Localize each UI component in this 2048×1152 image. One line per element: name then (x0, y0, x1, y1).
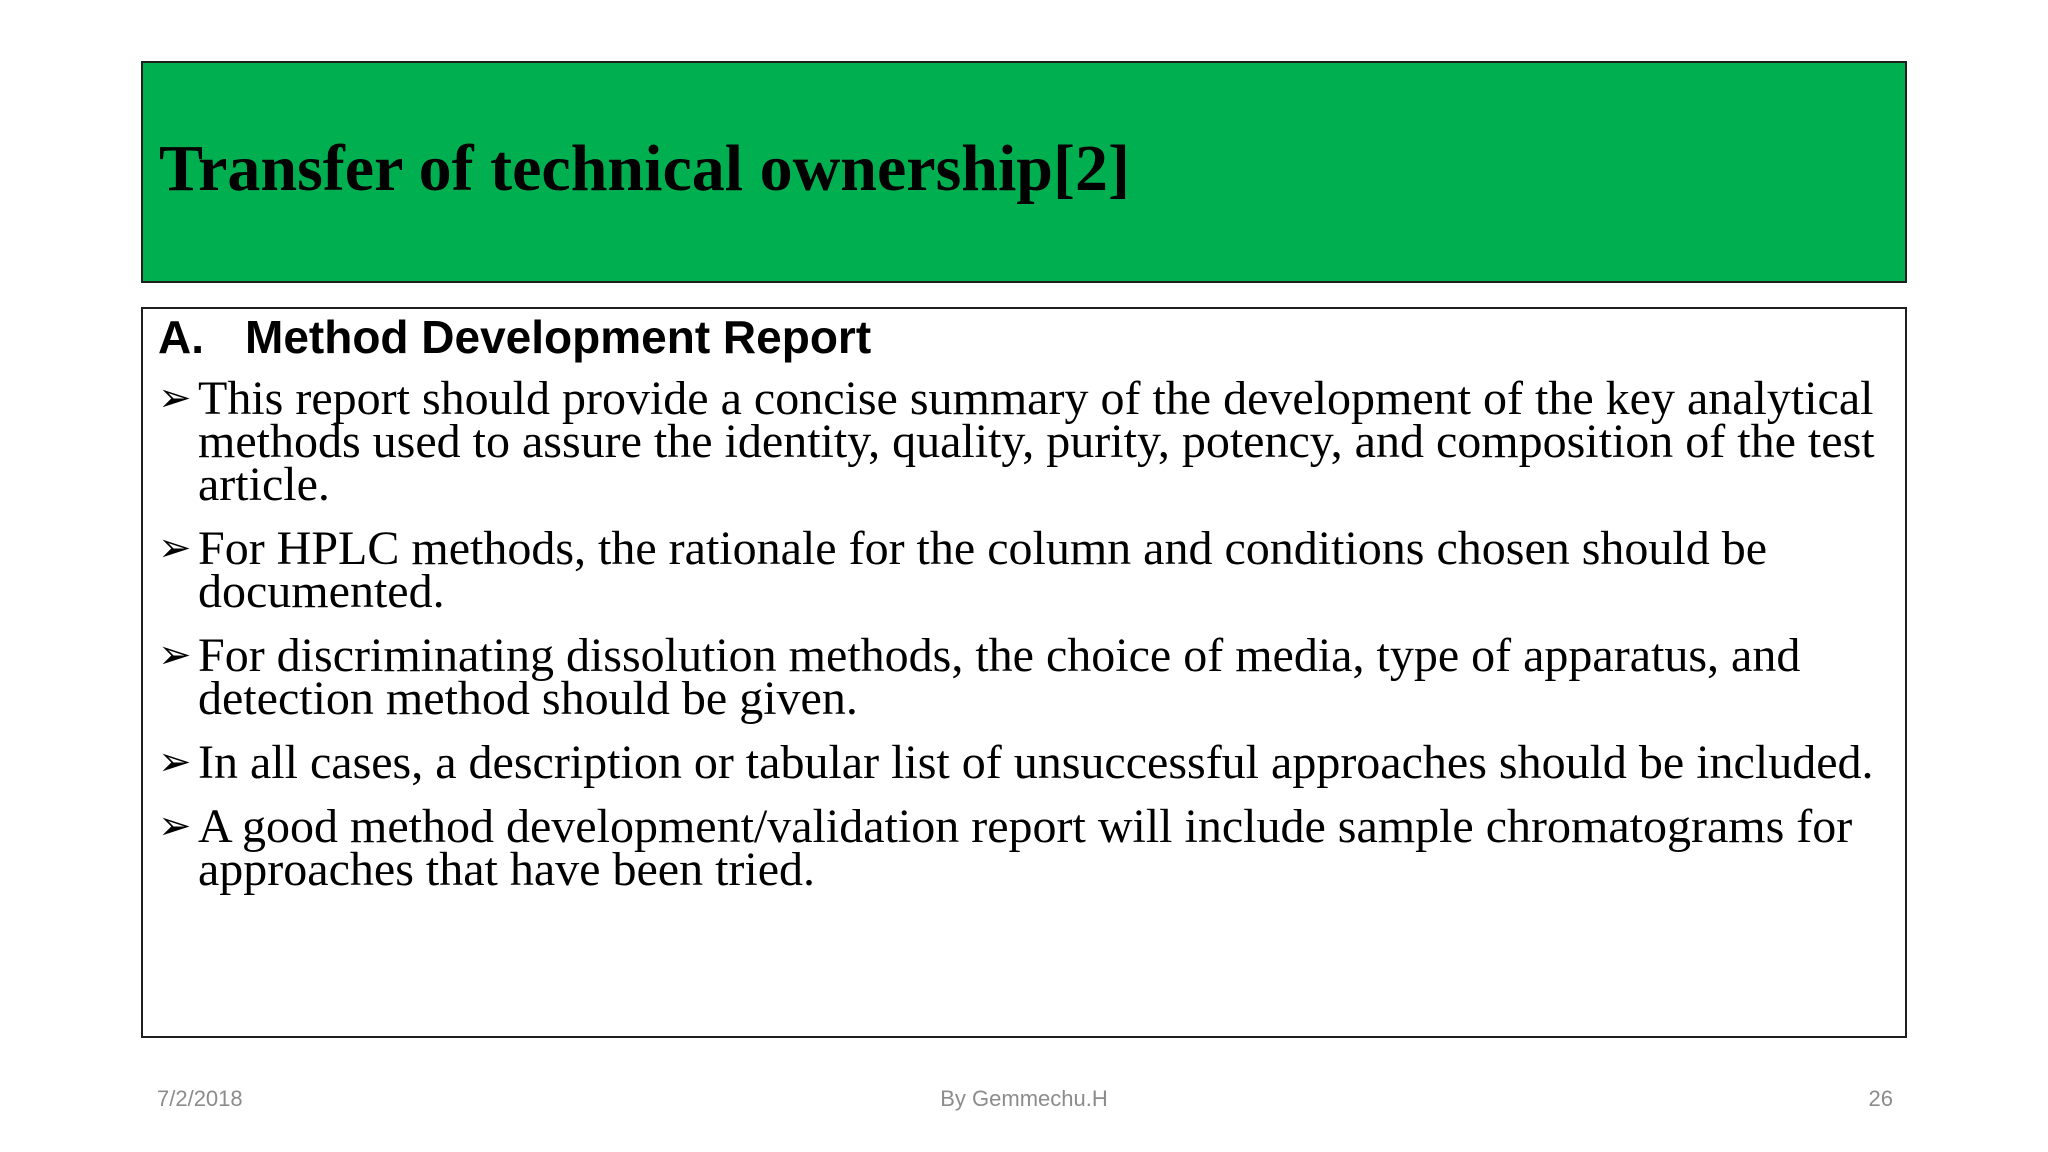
arrowhead-bullet-icon: ➢ (158, 525, 192, 571)
slide-title: Transfer of technical ownership[2] (159, 132, 1130, 205)
arrowhead-bullet-icon: ➢ (158, 739, 192, 785)
bullet-item (158, 629, 1898, 725)
bullet-text: A good method development/validation report will include sample chromatograms for approaches that have been tried. (198, 800, 1853, 896)
bullet-item (158, 522, 1898, 618)
title-banner (141, 61, 1907, 283)
footer-page-number: 26 (1868, 1086, 1893, 1111)
bullet-text: In all cases, a description or tabular list of unsuccessful approaches should be included. (198, 736, 1874, 789)
content-box (141, 307, 1907, 1038)
arrowhead-bullet-icon: ➢ (158, 803, 192, 849)
bullet-list (158, 372, 1898, 912)
bullet-text: For discriminating dissolution methods, the choice of media, type of apparatus, and detection method should be given. (198, 629, 1801, 725)
bullet-text: This report should provide a concise summary of the development of the key analytical methods used to assure the identity, quality, purity, potency, and composition of the test article. (198, 372, 1875, 511)
footer-author: By Gemmechu.H (940, 1086, 1108, 1111)
section-heading (158, 309, 871, 365)
bullet-item (158, 736, 1898, 789)
bullet-text: For HPLC methods, the rationale for the column and conditions chosen should be documented. (198, 522, 1768, 618)
bullet-item (158, 372, 1898, 511)
arrowhead-bullet-icon: ➢ (158, 632, 192, 678)
section-letter: A. (158, 311, 204, 363)
arrowhead-bullet-icon: ➢ (158, 375, 192, 421)
bullet-item (158, 800, 1898, 896)
section-heading-text: Method Development Report (245, 311, 872, 363)
footer-date: 7/2/2018 (157, 1086, 243, 1111)
